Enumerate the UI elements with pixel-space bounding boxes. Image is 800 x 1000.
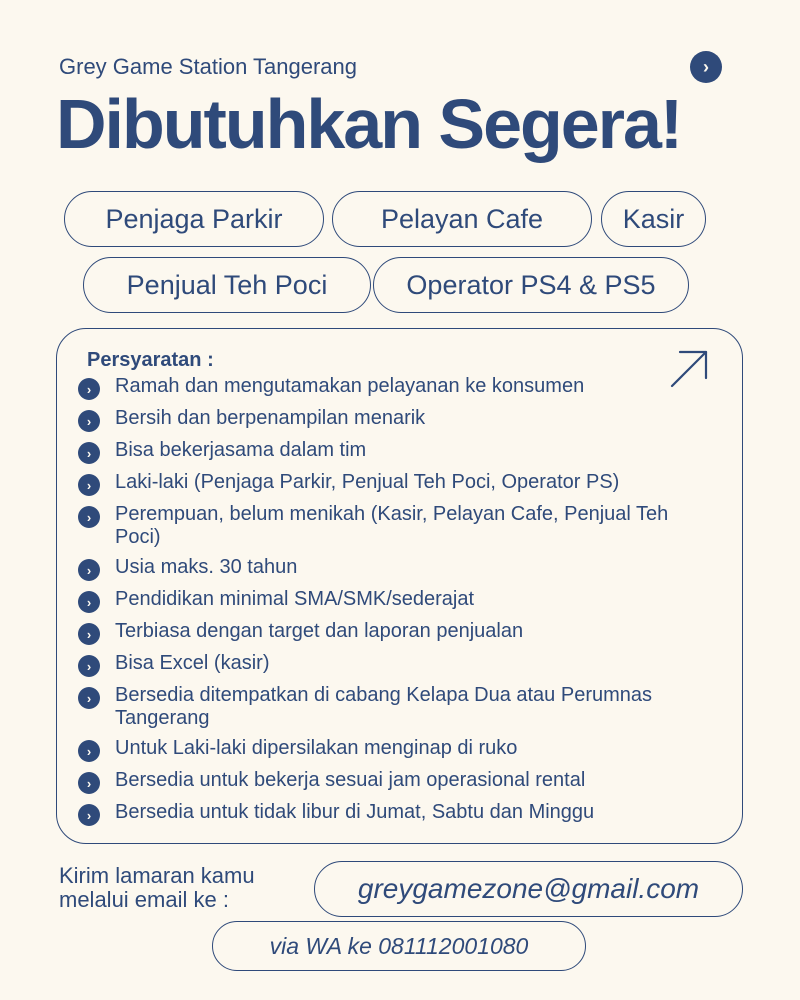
requirement-item [78, 769, 718, 794]
position-pill-pelayan-cafe: Pelayan Cafe [332, 191, 592, 247]
requirement-item [78, 439, 718, 464]
requirement-text: Bersedia untuk tidak libur di Jumat, Sabtu dan Minggu [115, 801, 595, 823]
chevron-right-icon: › [78, 559, 100, 581]
requirement-text: Untuk Laki-laki dipersilakan menginap di ruko [115, 737, 518, 759]
requirement-item [78, 503, 718, 549]
requirement-text: Bersedia ditempatkan di cabang Kelapa Dua atau Perumnas Tangerang [115, 684, 653, 729]
requirement-text: Ramah dan mengutamakan pelayanan ke konsumen [115, 375, 585, 397]
requirement-text: Terbiasa dengan target dan laporan penjualan [115, 620, 524, 642]
requirement-text: Perempuan, belum menikah (Kasir, Pelayan Cafe, Penjual Teh Poci) [115, 503, 669, 548]
chevron-right-icon: › [78, 378, 100, 400]
email-address[interactable]: greygamezone@gmail.com [314, 861, 743, 917]
requirement-text: Pendidikan minimal SMA/SMK/sederajat [115, 588, 475, 610]
send-application-label: Kirim lamaran kamu melalui email ke : [59, 863, 255, 912]
requirement-text: Bisa Excel (kasir) [115, 652, 270, 674]
page-title: Dibutuhkan Segera! [56, 85, 682, 163]
chevron-right-icon: › [78, 506, 100, 528]
chevron-right-icon[interactable]: › [690, 51, 722, 83]
position-pill-penjaga-parkir: Penjaga Parkir [64, 191, 324, 247]
chevron-right-icon: › [78, 655, 100, 677]
requirement-item [78, 588, 718, 613]
chevron-right-icon: › [78, 442, 100, 464]
requirement-item [78, 375, 718, 400]
chevron-right-icon: › [78, 623, 100, 645]
chevron-right-icon: › [78, 410, 100, 432]
chevron-right-icon: › [78, 740, 100, 762]
requirement-item [78, 407, 718, 432]
whatsapp-contact[interactable]: via WA ke 081112001080 [212, 921, 586, 971]
requirement-item [78, 801, 718, 826]
position-pill-penjual-teh-poci: Penjual Teh Poci [83, 257, 371, 313]
requirement-text: Usia maks. 30 tahun [115, 556, 298, 578]
requirements-title: Persyaratan : [87, 349, 214, 371]
requirement-text: Bisa bekerjasama dalam tim [115, 439, 367, 461]
requirement-text: Bersih dan berpenampilan menarik [115, 407, 426, 429]
requirement-text: Laki-laki (Penjaga Parkir, Penjual Teh Poci, Operator PS) [115, 471, 620, 493]
requirement-item [78, 652, 718, 677]
requirement-text: Bersedia untuk bekerja sesuai jam operasional rental [115, 769, 586, 791]
position-pill-operator-ps: Operator PS4 & PS5 [373, 257, 689, 313]
requirement-item [78, 737, 718, 762]
requirements-list [78, 375, 718, 833]
chevron-right-icon: › [78, 591, 100, 613]
position-pill-kasir: Kasir [601, 191, 706, 247]
chevron-right-icon: › [78, 804, 100, 826]
company-name: Grey Game Station Tangerang [59, 54, 357, 79]
requirement-item [78, 620, 718, 645]
chevron-right-icon: › [78, 772, 100, 794]
requirement-item [78, 556, 718, 581]
chevron-right-icon: › [78, 474, 100, 496]
requirement-item [78, 684, 718, 730]
requirement-item [78, 471, 718, 496]
chevron-right-icon: › [78, 687, 100, 709]
